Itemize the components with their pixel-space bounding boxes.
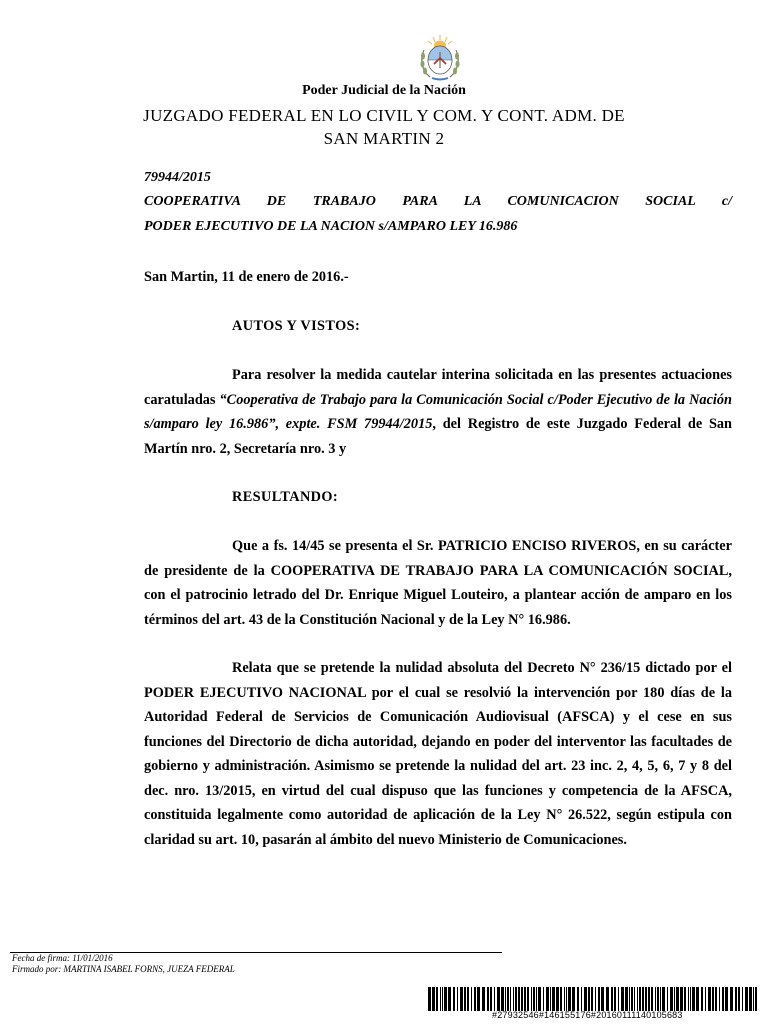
case-title-quote: “Cooperativa de Trabajo para la Comunicación Social c/Poder Ejecutivo de la Nación s/amparo ley 16.986”, expte. FSM 79944/2015 (144, 391, 732, 432)
paragraph-intro-text-a: Para resolver la medida cautelar interina solicitada en las presentes actuaciones caratuladas (144, 367, 732, 408)
heading-resultando: RESULTANDO: (232, 489, 339, 505)
heading-autos-y-vistos: AUTOS Y VISTOS: (232, 318, 361, 334)
barcode-icon (428, 987, 758, 1011)
court-name-line-1: JUZGADO FEDERAL EN LO CIVIL Y COM. Y CONT. ADM. DE (143, 106, 625, 125)
case-caption-line-2: PODER EJECUTIVO DE LA NACION s/AMPARO LEY 16.986 (144, 219, 518, 234)
court-name-line-2: SAN MARTIN 2 (323, 129, 445, 148)
date-line: San Martin, 11 de enero de 2016.- (144, 269, 349, 285)
paragraph-relata: Relata que se pretende la nulidad absoluta del Decreto N° 236/15 dictado por el PODER EJECUTIVO NACIONAL por el cual se resolvió la intervención por 180 días de la Autoridad Federal de Servicios de Comunicación Audiovisual (AFSCA) y el cese en sus funciones del Directorio de dicha autoridad, dejando en poder del interventor las facultades de gobierno y administración. Asimismo se pretende la nulidad del art. 23 inc. 2, 4, 5, 6, 7 y 8 del dec. nro. 13/2015, en virtud del cual dispuso que las funciones y competencia de la AFSCA, constituida legalmente como autoridad de aplicación de la Ley N° 26.522, según estipula con claridad su art. 10, pasarán al ámbito del nuevo Ministerio de Comunicaciones. (144, 660, 732, 848)
paragraph-intro-text-c: , del Registro de este Juzgado Federal de San Martín nro. 2, Secretaría nro. 3 y (144, 416, 732, 457)
case-number: 79944/2015 (144, 170, 211, 185)
issuer-name: Poder Judicial de la Nación (302, 83, 466, 98)
barcode-number: #27932546#146155176#20160111140105683 (492, 1010, 683, 1020)
case-caption-line-1: COOPERATIVA DE TRABAJO PARA LA COMUNICACION SOCIAL c/ (144, 194, 732, 209)
paragraph-presentation: Que a fs. 14/45 se presenta el Sr. PATRICIO ENCISO RIVEROS, en su carácter de presidente de la COOPERATIVA DE TRABAJO PARA LA COMUNICACIÓN SOCIAL, con el patrocinio letrado del Dr. Enrique Miguel Louteiro, a plantear acción de amparo en los términos del art. 43 de la Constitución Nacional y de la Ley N° 16.986. (144, 538, 732, 628)
coat-of-arms-icon (418, 34, 462, 82)
signature-date: Fecha de firma: 11/01/2016 (12, 953, 113, 963)
signed-by: Firmado por: MARTINA ISABEL FORNS, JUEZA FEDERAL (12, 964, 235, 974)
paragraph-intro (144, 363, 732, 461)
